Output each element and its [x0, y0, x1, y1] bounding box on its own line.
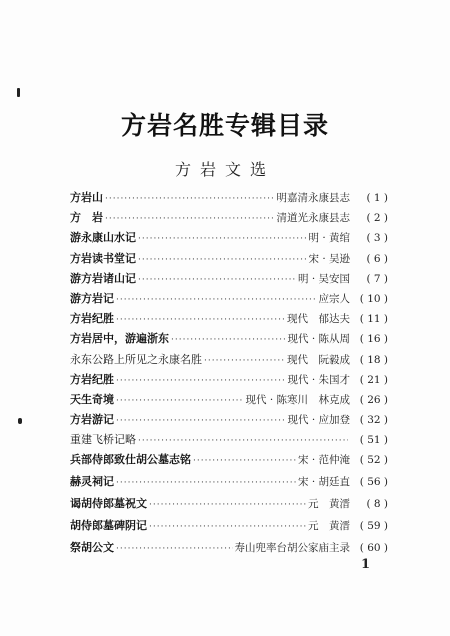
toc-entry-source: 明 · 黄绾: [308, 232, 350, 245]
page-number: 1: [361, 557, 371, 572]
toc-entry: [70, 351, 388, 371]
edge-mark: [17, 88, 20, 97]
toc-leader: [105, 214, 275, 224]
toc-entry-page: ( 60 ): [359, 542, 388, 554]
toc-entry-title: 方岩纪胜: [70, 372, 114, 386]
edge-mark: [18, 418, 22, 424]
toc-entry-title: 胡侍郎墓碑阴记: [70, 519, 147, 532]
toc-entry-page: ( 6 ): [366, 252, 388, 265]
toc-entry-source: 现代 阮毅成: [287, 353, 350, 366]
toc-entry-source: 应宗人: [318, 292, 350, 305]
toc-entry-page: ( 26 ): [359, 393, 388, 406]
toc-entry-page: ( 11 ): [359, 313, 388, 326]
toc-entry-title: 游永康山水记: [70, 231, 136, 245]
toc-entry-title: 游方岩诸山记: [70, 271, 136, 285]
toc-leader: [149, 500, 306, 510]
toc-leader: [138, 275, 296, 285]
toc-entry-page: ( 2 ): [366, 212, 388, 225]
toc-entry-source: 现代 · 应加登: [287, 414, 350, 427]
toc-leader: [105, 194, 275, 204]
toc-entry-source: 寿山兜率台胡公家庙主录: [234, 542, 350, 554]
toc-leader: [116, 295, 317, 305]
toc-entry: [70, 209, 388, 229]
toc-entry-page: ( 7 ): [366, 272, 388, 285]
toc-entry: [70, 473, 388, 495]
toc-leader: [116, 544, 233, 554]
toc-entry: [70, 229, 388, 249]
toc-entry: [70, 517, 388, 539]
toc-entry-source: 明嘉清永康县志: [276, 192, 350, 204]
toc-entry: [70, 539, 388, 561]
toc-entry-source: 宋 · 吴逊: [308, 252, 350, 265]
toc-entry: [70, 371, 388, 391]
toc-entry-title: 重建飞桥记略: [70, 433, 136, 447]
toc-entry-title: 方岩读书堂记: [70, 251, 136, 265]
toc-entry: [70, 270, 388, 290]
section-title: 方岩文选: [174, 160, 275, 179]
toc-entry-title: 永东公路上所见之永康名胜: [70, 352, 202, 366]
toc-entry-title: 兵部侍郎致仕胡公墓志铭: [70, 453, 191, 466]
toc-entry: [70, 189, 388, 209]
toc-entry-page: ( 10 ): [359, 292, 388, 305]
toc-entry: [70, 431, 388, 451]
toc-entry-title: 方岩游记: [70, 413, 114, 427]
toc-leader: [116, 416, 285, 426]
toc-leader: [193, 456, 296, 466]
toc-entry-page: ( 51 ): [359, 434, 388, 447]
toc-entry-source: 清道光永康县志: [276, 212, 350, 225]
toc-entry-title: 天生奇境: [70, 392, 114, 406]
toc-entry-title: 方岩纪胜: [70, 312, 114, 326]
toc-entry-page: ( 56 ): [359, 476, 388, 488]
toc-entry-source: 现代 · 朱国才: [287, 373, 350, 386]
toc-entry-title: 游方岩记: [70, 291, 114, 305]
toc-leader: [116, 376, 285, 386]
toc-entry-title: 方岩居中，游遍浙东: [70, 332, 169, 346]
toc-entry-source: 宋 · 范仲淹: [297, 454, 350, 466]
toc-entry-title: 祭胡公文: [70, 541, 114, 554]
toc-entry: [70, 290, 388, 310]
toc-entry-title: 赫灵祠记: [70, 475, 114, 488]
toc-entry-source: 现代 郁达夫: [287, 313, 350, 326]
toc-entry-page: ( 52 ): [359, 454, 388, 466]
toc-entry-page: ( 18 ): [359, 353, 388, 366]
toc-entry-source: 元 黄溍: [308, 520, 350, 532]
toc-leader: [171, 335, 285, 345]
toc-entry-source: 现代 · 陈从周: [287, 333, 350, 346]
toc-entry-source: 明 · 吴安国: [297, 272, 350, 285]
toc-list: [70, 451, 388, 561]
toc-leader: [138, 255, 306, 265]
page-title: 方岩名胜专辑目录: [120, 111, 329, 140]
toc-entry: [70, 391, 388, 411]
toc-leader: [116, 315, 285, 325]
toc-entry: [70, 495, 388, 517]
toc-entry-page: ( 21 ): [359, 373, 388, 386]
toc-entry-page: ( 16 ): [359, 333, 388, 346]
toc-entry: [70, 411, 388, 431]
toc-entry-page: ( 3 ): [366, 232, 388, 245]
toc-leader: [116, 478, 296, 488]
toc-entry-page: ( 32 ): [359, 414, 388, 427]
toc-entry-source: 元 黄溍: [308, 498, 350, 510]
toc-entry-source: 宋 · 胡廷直: [297, 476, 350, 488]
toc-leader: [204, 356, 285, 366]
toc-entry-source: 现代 · 陈寒川 林克成: [245, 393, 350, 406]
toc-leader: [138, 436, 348, 446]
toc-entry-page: ( 8 ): [366, 498, 388, 510]
toc-entry-title: 谒胡侍郎墓祝文: [70, 497, 147, 510]
toc-entry-title: 方岩山: [70, 191, 103, 204]
toc-entry: [70, 330, 388, 350]
toc-entry-page: ( 1 ): [366, 192, 388, 204]
toc-leader: [138, 234, 306, 244]
toc-entry: [70, 250, 388, 270]
toc-list: [70, 189, 388, 451]
toc-entry-page: ( 59 ): [359, 520, 388, 532]
toc-entry: [70, 451, 388, 473]
toc-leader: [149, 522, 306, 532]
toc-leader: [116, 396, 243, 406]
toc-entry: [70, 310, 388, 330]
toc-entry-title: 方 岩: [70, 211, 103, 225]
